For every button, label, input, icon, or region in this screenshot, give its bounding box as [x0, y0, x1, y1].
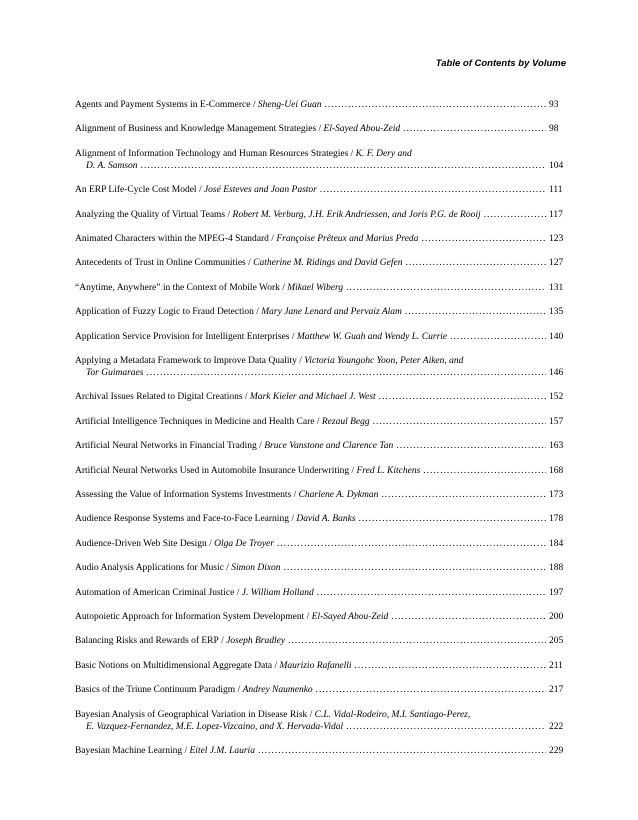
- entry-authors: Maurizio Rafanelli: [279, 660, 352, 671]
- entry-text: [75, 513, 356, 525]
- toc-entry[interactable]: [75, 562, 567, 574]
- entry-authors-continued: E. Vazquez-Fernandez, M.E. Lopez-Vizcaino, and X. Hervada-Vidal: [86, 721, 344, 732]
- entry-text: [75, 306, 402, 318]
- entry-separator: /: [221, 636, 224, 647]
- entry-text: [75, 465, 420, 477]
- entry-page-number: 93: [549, 100, 559, 110]
- entry-separator: /: [244, 392, 248, 403]
- entry-separator: /: [350, 148, 354, 159]
- entry-title: Audience Response Systems and Face-to-Face Learning: [75, 514, 289, 525]
- toc-entry[interactable]: [75, 745, 567, 757]
- entry-text: [75, 282, 343, 294]
- entry-page-number: 157: [549, 416, 564, 427]
- entry-title: Basic Notions on Multidimensional Aggregate Data: [75, 660, 273, 671]
- entry-title: Application of Fuzzy Logic to Fraud Detection: [75, 307, 254, 318]
- entry-page-number: 140: [549, 331, 564, 342]
- entry-title: Audience-Driven Web Site Design: [75, 538, 207, 549]
- leader-dots: [391, 611, 546, 623]
- entry-separator: /: [274, 660, 278, 671]
- entry-title: “Anytime, Anywhere” in the Context of Mobile Work: [75, 282, 280, 293]
- leader-dots: [381, 489, 546, 501]
- entry-authors: Eitel J.M. Lauría: [189, 746, 255, 756]
- leader-dots: [359, 513, 546, 525]
- entry-page-number: 98: [549, 124, 559, 135]
- entry-authors: Catherine M. Ridings and David Gefen: [253, 258, 403, 269]
- toc-entry[interactable]: [75, 709, 567, 733]
- entry-text: [75, 611, 388, 623]
- entry-authors: Victoria Youngohc Yoon, Peter Aiken, and: [304, 356, 464, 366]
- running-header: Table of Contents by Volume: [435, 58, 566, 69]
- toc-entry[interactable]: [75, 489, 567, 501]
- entry-text: [75, 209, 481, 221]
- entry-page-number: 178: [549, 514, 564, 525]
- entry-separator: /: [256, 307, 259, 318]
- entry-text: [75, 233, 418, 245]
- entry-separator: /: [291, 514, 294, 525]
- entry-separator: /: [226, 563, 229, 574]
- entry-authors: Mikael Wiberg: [287, 282, 344, 293]
- entry-page-number: 188: [549, 563, 564, 574]
- entry-title: Alignment of Business and Knowledge Management Strategies: [75, 124, 317, 135]
- toc-entry[interactable]: [75, 282, 567, 294]
- entry-authors: J. William Holland: [241, 587, 314, 598]
- leader-dots: [288, 635, 546, 647]
- entry-authors: Rezaul Begg: [321, 416, 370, 427]
- entry-authors: Matthew W. Guah and Wendy L. Currie: [296, 331, 448, 342]
- toc-entry[interactable]: [75, 257, 567, 269]
- leader-dots: [355, 660, 546, 672]
- entry-text: [75, 562, 281, 574]
- entry-title: Balancing Risks and Rewards of ERP: [75, 636, 219, 647]
- leader-dots: [277, 538, 546, 550]
- entry-title: Assessing the Value of Information Systems Investments: [75, 490, 292, 500]
- entry-text: [75, 416, 370, 428]
- toc-entry[interactable]: [75, 306, 567, 318]
- entry-authors: Bruce Vanstone and Clarence Tan: [264, 441, 394, 452]
- entry-page-number: 184: [549, 538, 564, 549]
- toc-entry[interactable]: [75, 123, 567, 135]
- entry-text: [75, 391, 376, 403]
- entry-separator: /: [318, 124, 322, 135]
- entry-title: Archival Issues Related to Digital Creations: [75, 392, 243, 403]
- entry-separator: /: [293, 490, 297, 500]
- entry-page-number: 135: [549, 307, 564, 318]
- leader-dots: [379, 391, 546, 403]
- entry-text: [75, 331, 447, 343]
- entry-title: Artificial Neural Networks in Financial Trading: [75, 441, 257, 452]
- leader-dots: [346, 721, 546, 733]
- entry-title: Application Service Provision for Intelligent Enterprises: [75, 331, 290, 342]
- entry-text: [75, 538, 274, 550]
- entry-authors-continued: D. A. Samson: [86, 160, 138, 171]
- leader-dots: [146, 367, 546, 379]
- entry-text: [75, 440, 393, 452]
- leader-dots: [450, 331, 546, 343]
- entry-page-number: 104: [549, 160, 564, 171]
- entry-separator: /: [309, 709, 313, 720]
- entry-text: [75, 660, 352, 672]
- entry-title: Antecedents of Trust in Online Communities: [75, 258, 246, 269]
- leader-dots: [405, 306, 546, 318]
- entry-separator: /: [209, 538, 212, 549]
- entry-separator: /: [198, 185, 202, 196]
- entry-separator: /: [252, 100, 256, 110]
- toc-entry[interactable]: [75, 587, 567, 599]
- entry-separator: /: [236, 587, 240, 598]
- entry-text: [75, 489, 378, 501]
- entry-separator: /: [306, 612, 310, 622]
- entry-text: [75, 99, 321, 111]
- entry-authors-continued: Tor Guimaraes: [86, 368, 144, 378]
- entry-page-number: 168: [549, 465, 564, 476]
- entry-page-number: 163: [549, 441, 564, 452]
- entry-authors: El-Sayed Abou-Zeid: [323, 124, 401, 135]
- toc-entry[interactable]: [75, 660, 567, 672]
- entry-authors: Robert M. Verburg, J.H. Erik Andriessen, and Joris P.G. de Rooij: [232, 209, 481, 220]
- entry-page-number: 229: [549, 746, 564, 756]
- entry-title: Autopoietic Approach for Information System Development: [75, 612, 305, 622]
- entry-title: Artificial Intelligence Techniques in Medicine and Health Care: [75, 416, 315, 427]
- entry-page-number: 152: [549, 392, 564, 403]
- entry-authors: El-Sayed Abou-Zeid: [311, 612, 389, 622]
- leader-dots: [421, 233, 546, 245]
- toc-entry[interactable]: [75, 148, 567, 172]
- entry-separator: /: [316, 416, 320, 427]
- entry-page-number: 117: [549, 209, 563, 220]
- entry-page-number: 217: [549, 685, 564, 696]
- entry-authors: Andrey Naumenko: [242, 685, 313, 696]
- entry-text: [75, 635, 285, 647]
- entry-text: [75, 684, 313, 696]
- toc-entry[interactable]: [75, 184, 567, 196]
- entry-authors: K. F. Dery and: [355, 148, 412, 159]
- entry-authors: Françoise Prêteux and Marius Preda: [276, 234, 419, 244]
- entry-separator: /: [271, 234, 274, 244]
- leader-dots: [405, 257, 546, 269]
- toc-entry[interactable]: [75, 635, 567, 647]
- entry-separator: /: [259, 441, 262, 452]
- leader-dots: [284, 562, 546, 574]
- toc-entry[interactable]: [75, 611, 567, 623]
- entry-title: Applying a Metadata Framework to Improve Data Quality: [75, 356, 297, 366]
- entry-page-number: 111: [549, 185, 563, 196]
- leader-dots: [320, 184, 546, 196]
- entry-text: [75, 257, 402, 269]
- toc-entry[interactable]: [75, 513, 567, 525]
- entry-title: Animated Characters within the MPEG-4 Standard: [75, 234, 269, 244]
- entry-authors: Mary Jane Lenard and Pervaiz Alam: [261, 307, 402, 318]
- leader-dots: [346, 282, 546, 294]
- entry-page-number: 131: [549, 282, 564, 293]
- toc-entry[interactable]: [75, 538, 567, 550]
- toc-entry[interactable]: [75, 416, 567, 428]
- entry-title: Bayesian Analysis of Geographical Variation in Disease Risk: [75, 709, 308, 720]
- entry-page-number: 211: [549, 660, 563, 671]
- leader-dots: [316, 684, 546, 696]
- entry-page-number: 146: [549, 368, 564, 378]
- leader-dots: [373, 416, 546, 428]
- leader-dots: [317, 587, 546, 599]
- leader-dots: [403, 123, 546, 135]
- entry-separator: /: [299, 356, 302, 366]
- entry-page-number: 173: [549, 490, 564, 500]
- entry-authors: Simon Dixon: [231, 563, 281, 574]
- toc-entry[interactable]: [75, 331, 567, 343]
- toc-entry[interactable]: [75, 99, 567, 111]
- leader-dots: [141, 160, 546, 172]
- entry-separator: /: [248, 258, 251, 269]
- entry-page-number: 222: [549, 721, 564, 732]
- entry-page-number: 127: [549, 258, 564, 269]
- entry-text: [75, 745, 255, 757]
- entry-authors: Fred L. Kitchens: [356, 465, 421, 476]
- entry-title: Analyzing the Quality of Virtual Teams: [75, 209, 226, 220]
- toc-entry[interactable]: [75, 355, 567, 379]
- toc-entry[interactable]: [75, 233, 567, 245]
- entry-separator: /: [237, 685, 241, 696]
- entry-separator: /: [184, 746, 188, 756]
- entry-text: [75, 123, 400, 135]
- entry-separator: /: [291, 331, 295, 342]
- entry-title: Artificial Neural Networks Used in Automobile Insurance Underwriting: [75, 465, 350, 476]
- entry-title: An ERP Life-Cycle Cost Model: [75, 185, 197, 196]
- entry-authors: Olga De Troyer: [214, 538, 274, 549]
- toc-entry[interactable]: [75, 391, 567, 403]
- leader-dots: [423, 465, 546, 477]
- entry-authors: Charlene A. Dykman: [298, 490, 379, 500]
- leader-dots: [484, 209, 546, 221]
- entry-page-number: 123: [549, 234, 564, 244]
- entry-title: Basics of the Triune Continuum Paradigm: [75, 685, 236, 696]
- entry-title: Agents and Payment Systems in E-Commerce: [75, 100, 251, 110]
- entry-title: Audio Analysis Applications for Music: [75, 563, 224, 574]
- entry-title: Alignment of Information Technology and Human Resources Strategies: [75, 148, 349, 159]
- entry-authors: Joseph Bradley: [226, 636, 286, 647]
- entry-authors: José Esteves and Joan Pastor: [203, 185, 317, 196]
- entry-page-number: 200: [549, 612, 564, 622]
- toc-entry[interactable]: [75, 684, 567, 696]
- entry-separator: /: [351, 465, 355, 476]
- toc-entry[interactable]: [75, 465, 567, 477]
- entry-title: Automation of American Criminal Justice: [75, 587, 235, 598]
- entry-page-number: 205: [549, 636, 564, 647]
- entry-authors: David A. Banks: [296, 514, 356, 525]
- entry-text: [75, 184, 317, 196]
- toc-entry[interactable]: [75, 209, 567, 221]
- entry-authors: Mark Kieler and Michael J. West: [249, 392, 376, 403]
- entry-page-number: 197: [549, 587, 564, 598]
- toc-entry[interactable]: [75, 440, 567, 452]
- entry-separator: /: [282, 282, 285, 293]
- leader-dots: [396, 440, 546, 452]
- entry-separator: /: [227, 209, 231, 220]
- leader-dots: [324, 99, 546, 111]
- entry-title: Bayesian Machine Learning: [75, 746, 183, 756]
- entry-authors: C.L. Vidal-Rodeiro, M.I. Santiago-Perez,: [314, 709, 471, 720]
- entry-authors: Sheng-Uei Guan: [257, 100, 322, 110]
- entry-text: [75, 587, 314, 599]
- leader-dots: [258, 745, 546, 757]
